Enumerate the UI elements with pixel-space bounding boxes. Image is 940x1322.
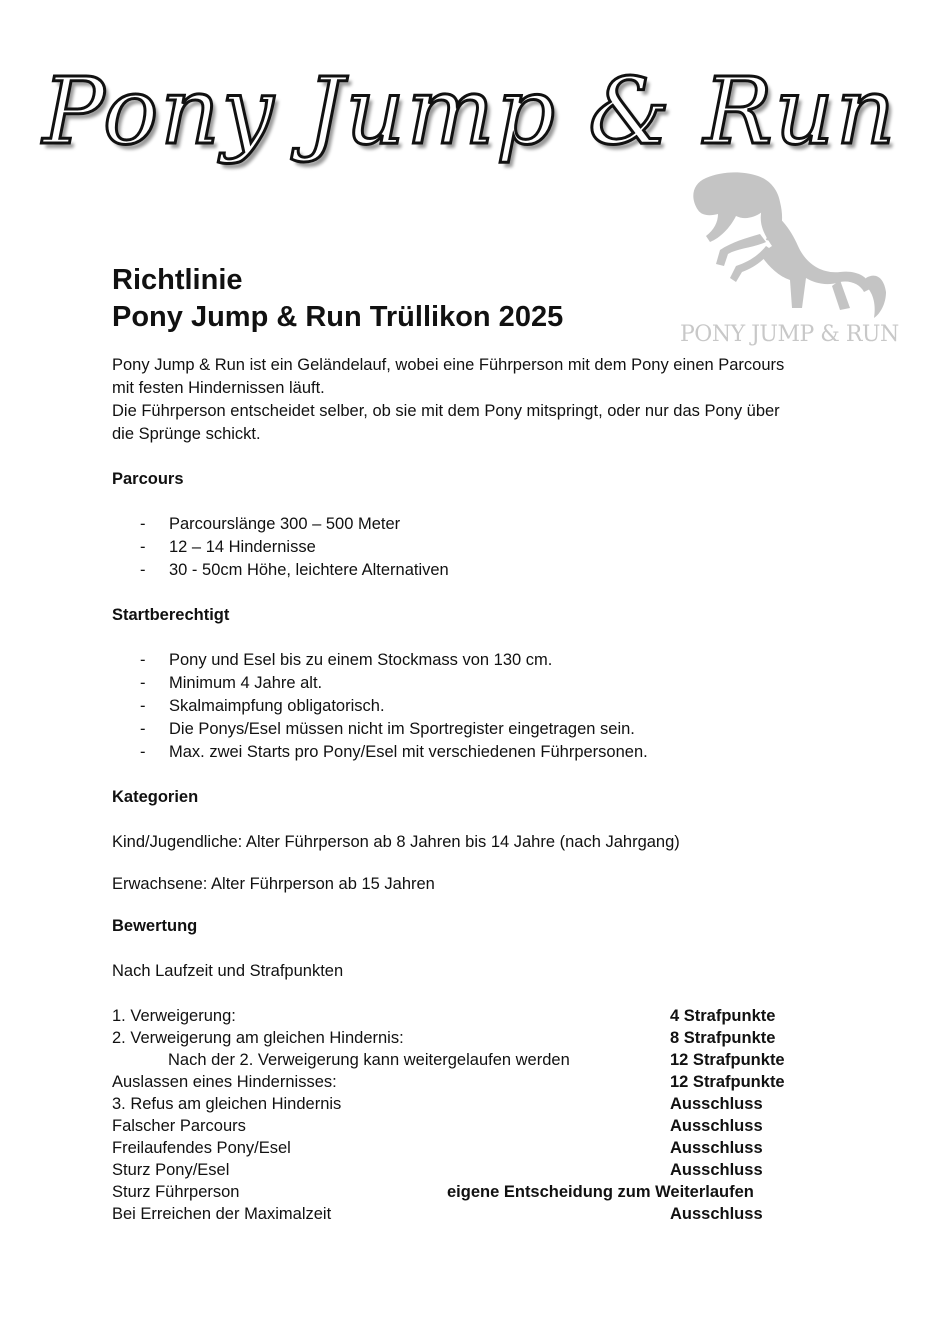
list-item: - Parcourslänge 300 – 500 Meter	[140, 515, 401, 533]
table-row: 1. Verweigerung: 4 Strafpunkte	[112, 1007, 776, 1025]
list-item: - Skalmaimpfung obligatorisch.	[140, 697, 385, 715]
list-item: - 12 – 14 Hindernisse	[140, 538, 316, 556]
table-row: Auslassen eines Hindernisses: 12 Strafpunkte	[112, 1073, 785, 1091]
heading-bewertung: Bewertung	[112, 917, 198, 935]
intro-line-3: Die Führperson entscheidet selber, ob sie mit dem Pony mitspringt, oder nur das Pony über	[112, 402, 780, 420]
startberechtigt-list	[112, 649, 648, 764]
list-item: - Die Ponys/Esel müssen nicht im Sportregister eingetragen sein.	[140, 720, 635, 738]
table-row: Bei Erreichen der Maximalzeit Ausschluss	[112, 1205, 763, 1223]
title-line-1: Richtlinie	[112, 264, 243, 296]
table-row: Sturz Führperson eigene Entscheidung zum Weiterlaufen	[112, 1183, 754, 1201]
table-row: Nach der 2. Verweigerung kann weitergelaufen werden 12 Strafpunkte	[168, 1051, 785, 1069]
list-item: - 30 - 50cm Höhe, leichtere Alternativen	[140, 561, 449, 579]
intro-paragraph	[112, 354, 784, 446]
parcours-list	[112, 513, 449, 582]
heading-startberechtigt: Startberechtigt	[112, 606, 230, 624]
page-title	[112, 262, 563, 336]
list-item: - Minimum 4 Jahre alt.	[140, 674, 323, 692]
intro-line-4: die Sprünge schickt.	[112, 425, 261, 443]
heading-kategorien: Kategorien	[112, 788, 199, 806]
table-row: Sturz Pony/Esel Ausschluss	[112, 1161, 763, 1179]
bewertung-intro: Nach Laufzeit und Strafpunkten	[112, 962, 344, 980]
logo-text: PONY JUMP & RUN	[680, 322, 899, 347]
logo	[680, 168, 899, 358]
list-item: - Pony und Esel bis zu einem Stockmass von 130 cm.	[140, 651, 553, 669]
intro-line-2: mit festen Hindernissen läuft.	[112, 379, 325, 397]
table-row: 3. Refus am gleichen Hindernis Ausschluss	[112, 1095, 763, 1113]
heading-parcours: Parcours	[112, 470, 184, 488]
list-item: - Max. zwei Starts pro Pony/Esel mit verschiedenen Führpersonen.	[140, 743, 648, 761]
intro-line-1: Pony Jump & Run ist ein Geländelauf, wobei eine Führperson mit dem Pony einen Parcours	[112, 356, 785, 374]
table-row: Freilaufendes Pony/Esel Ausschluss	[112, 1139, 763, 1157]
rearing-horse-icon	[680, 168, 890, 318]
table-row: Falscher Parcours Ausschluss	[112, 1117, 763, 1135]
table-row: 2. Verweigerung am gleichen Hindernis: 8 Strafpunkte	[112, 1029, 776, 1047]
banner-title: Pony Jump & Run	[42, 58, 898, 165]
kategorie-kind: Kind/Jugendliche: Alter Führperson ab 8 Jahren bis 14 Jahre (nach Jahrgang)	[112, 833, 680, 851]
title-line-2: Pony Jump & Run Trüllikon 2025	[112, 301, 564, 333]
kategorie-erwachsene: Erwachsene: Alter Führperson ab 15 Jahren	[112, 875, 435, 893]
penalty-table	[112, 1005, 832, 1225]
